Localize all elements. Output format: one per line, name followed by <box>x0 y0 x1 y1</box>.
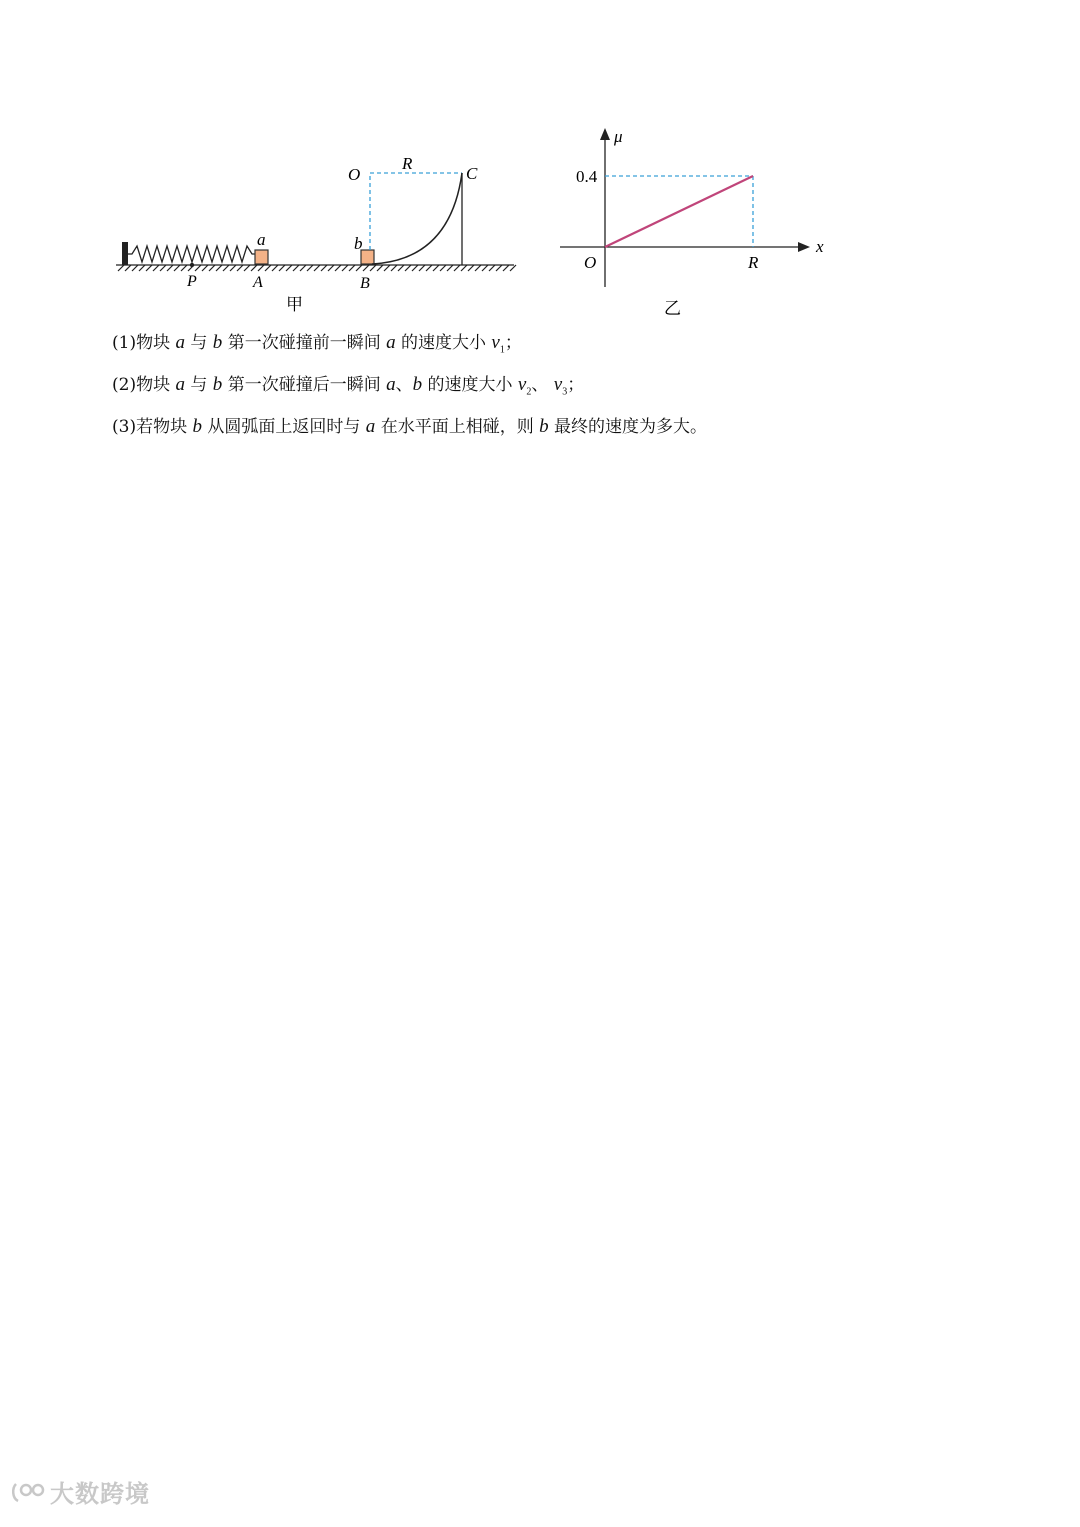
hatch-mark <box>433 265 439 271</box>
hatch-mark <box>377 265 383 271</box>
hatch-mark <box>195 265 201 271</box>
hatch-mark <box>342 265 348 271</box>
hatch-mark <box>335 265 341 271</box>
hatch-mark <box>118 265 124 271</box>
hatch-mark <box>216 265 222 271</box>
hatch-mark <box>454 265 460 271</box>
hatch-mark <box>461 265 467 271</box>
hatch-mark <box>419 265 425 271</box>
hatch-mark <box>160 265 166 271</box>
hatch-mark <box>496 265 502 271</box>
hatch-mark <box>475 265 481 271</box>
y-tick-label: 0.4 <box>576 167 598 186</box>
x-tick-label: R <box>748 253 759 272</box>
hatch-mark <box>384 265 390 271</box>
hatch-mark <box>321 265 327 271</box>
ground <box>116 265 516 271</box>
radius-dashed <box>370 173 462 250</box>
hatch-mark <box>174 265 180 271</box>
question-3: (3)若物块 b 从圆弧面上返回时与 a 在水平面上相碰，则 b 最终的速度为多大。 <box>112 416 708 437</box>
hatch-mark <box>356 265 362 271</box>
label-a-point: A <box>253 274 263 291</box>
hatch-mark <box>279 265 285 271</box>
block-b <box>361 250 374 264</box>
question-2: (2)物块 a 与 b 第一次碰撞后一瞬间 a、b 的速度大小 $v_2$、 $v_3$； <box>112 374 585 398</box>
y-arrow-icon <box>600 128 610 140</box>
hatch-mark <box>363 265 369 271</box>
hatch-mark <box>139 265 145 271</box>
hatch-mark <box>230 265 236 271</box>
hatch-mark <box>237 265 243 271</box>
hatch-mark <box>125 265 131 271</box>
label-o: O <box>348 165 361 184</box>
block-a <box>255 250 268 264</box>
label-c: C <box>466 164 478 183</box>
spring <box>128 246 256 262</box>
hatch-mark <box>265 265 271 271</box>
hatch-mark <box>181 265 187 271</box>
label-a: a <box>257 230 266 249</box>
hatch-mark <box>167 265 173 271</box>
hatch-mark <box>223 265 229 271</box>
x-axis-label: x <box>816 237 824 256</box>
hatch-mark <box>398 265 404 271</box>
hatch-mark <box>251 265 257 271</box>
hatch-mark <box>293 265 299 271</box>
hatch-mark <box>405 265 411 271</box>
hatch-mark <box>391 265 397 271</box>
hatch-mark <box>426 265 432 271</box>
hatch-mark <box>482 265 488 271</box>
hatch-mark <box>153 265 159 271</box>
origin-label: O <box>584 253 597 272</box>
question-1: (1)物块 a 与 b 第一次碰撞前一瞬间 a 的速度大小 $v_1$； <box>112 332 522 356</box>
hatch-mark <box>146 265 152 271</box>
point-p <box>190 263 194 267</box>
hatch-mark <box>300 265 306 271</box>
figure-jia <box>110 150 530 320</box>
hatch-mark <box>440 265 446 271</box>
label-b-point: B <box>360 275 370 292</box>
hatch-mark <box>510 265 516 271</box>
hatch-mark <box>307 265 313 271</box>
y-axis-label: μ <box>614 127 623 146</box>
wall <box>122 242 128 265</box>
arc-bc <box>372 173 462 264</box>
hatch-mark <box>209 265 215 271</box>
hatch-mark <box>489 265 495 271</box>
logo-icon <box>10 1478 50 1506</box>
figure-yi <box>560 122 840 322</box>
hatch-mark <box>244 265 250 271</box>
hatch-mark <box>272 265 278 271</box>
label-b: b <box>354 234 363 253</box>
label-r: R <box>402 154 413 173</box>
hatch-mark <box>468 265 474 271</box>
mu-line <box>605 176 753 247</box>
x-arrow-icon <box>798 242 810 252</box>
hatch-mark <box>412 265 418 271</box>
hatch-mark <box>202 265 208 271</box>
watermark-text: 大数跨境 <box>50 1480 150 1508</box>
label-p: P <box>187 273 197 290</box>
hatch-mark <box>370 265 376 271</box>
hatch-mark <box>132 265 138 271</box>
hatch-mark <box>258 265 264 271</box>
caption-yi: 乙 <box>664 299 681 318</box>
caption-jia: 甲 <box>286 295 303 314</box>
hatch-mark <box>503 265 509 271</box>
hatch-mark <box>447 265 453 271</box>
hatch-mark <box>349 265 355 271</box>
hatch-mark <box>314 265 320 271</box>
watermark <box>10 1474 150 1509</box>
hatch-mark <box>286 265 292 271</box>
hatch-mark <box>328 265 334 271</box>
